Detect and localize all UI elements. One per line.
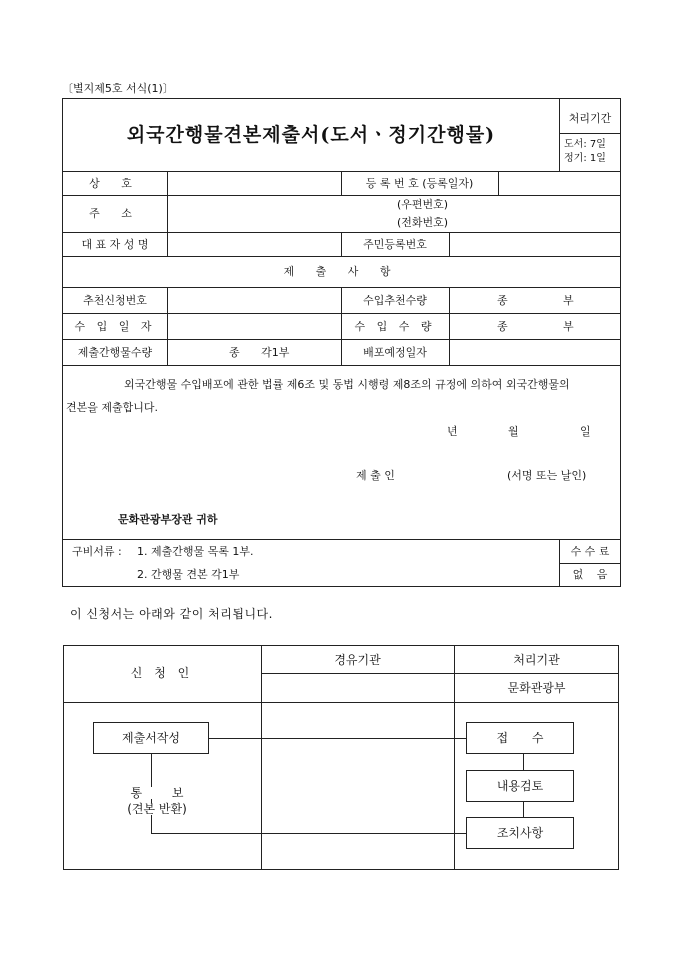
addressee: 문화관광부장관 귀하 — [118, 513, 218, 526]
flow-notify: 통 보 — [112, 787, 202, 799]
flow-applicant-header: 신 청 인 — [130, 666, 194, 680]
flow-step-write: 제출서작성 — [122, 731, 180, 745]
attachment-item-2: 2. 간행물 견본 각1부 — [137, 568, 240, 581]
import-recommended-kind-unit: 종 — [497, 294, 508, 307]
statement-line-1: 외국간행물 수입배포에 관한 법률 제6조 및 동법 시행령 제8조의 규정에 의하여 외국간행물의 — [124, 378, 570, 391]
flow-ministry: 문화관광부 — [507, 681, 566, 695]
import-quantity-label: 수 입 수 량 — [354, 320, 436, 333]
address-label: 주 소 — [89, 207, 141, 220]
process-note: 이 신청서는 아래와 같이 처리됩니다. — [70, 607, 273, 621]
registration-number-field[interactable] — [499, 172, 620, 194]
attachments-label: 구비서류 : — [72, 545, 122, 558]
company-name-label: 상 호 — [89, 177, 141, 190]
submission-quantity-value: 종 각1부 — [229, 346, 290, 359]
flow-step-action: 조치사항 — [496, 826, 544, 840]
form-code: 〔별지제5호 서식(1)〕 — [62, 82, 174, 95]
import-kind-unit: 종 — [497, 320, 508, 333]
distribution-date-field[interactable] — [450, 340, 620, 364]
company-name-field[interactable] — [168, 172, 340, 194]
processing-period-books: 도서: 7일 — [564, 139, 606, 150]
flow-notify-sub: (견본 반환) — [112, 803, 202, 815]
signature-field[interactable] — [410, 462, 502, 486]
recommendation-number-label: 추천신청번호 — [83, 294, 147, 307]
flow-processing-agency-header: 처리기관 — [513, 653, 560, 667]
import-date-label: 수 입 일 자 — [74, 320, 156, 333]
form-title: 외국간행물견본제출서(도서ㆍ정기간행물) — [126, 124, 496, 146]
flow-step-receive: 접 수 — [496, 731, 544, 745]
submission-quantity-label: 제출간행물수량 — [77, 346, 153, 359]
representative-name-label: 대 표 자 성 명 — [81, 238, 149, 251]
processing-period-label: 처리기간 — [568, 112, 612, 125]
recommendation-number-field[interactable] — [168, 288, 340, 312]
flow-connector-write-receive — [209, 738, 466, 739]
flow-connector-receive-review — [523, 754, 524, 770]
resident-number-field[interactable] — [450, 233, 620, 255]
address-field[interactable] — [168, 196, 620, 231]
flow-step-review: 내용검토 — [496, 779, 544, 793]
fee-label: 수 수 료 — [570, 545, 610, 558]
postal-code-label: (우편번호) — [397, 198, 449, 211]
attachment-item-1: 1. 제출간행물 목록 1부. — [137, 545, 254, 558]
date-year-label: 년 — [447, 425, 458, 438]
registration-number-label: 등 록 번 호 (등록일자) — [365, 177, 474, 190]
statement-line-2: 견본을 제출합니다. — [66, 401, 159, 414]
date-month-label: 월 — [508, 425, 519, 438]
distribution-date-label: 배포예정일자 — [363, 346, 427, 359]
submitter-label: 제 출 인 — [356, 469, 395, 482]
import-recommended-quantity-label: 수입추천수량 — [363, 294, 427, 307]
import-copies-unit: 부 — [563, 320, 574, 333]
processing-period-periodicals: 정기: 1일 — [564, 153, 606, 164]
submission-items-header: 제 출 사 항 — [283, 265, 400, 278]
representative-name-field[interactable] — [168, 233, 340, 255]
flow-via-agency-header: 경유기관 — [334, 653, 381, 667]
signature-label: (서명 또는 날인) — [507, 469, 587, 482]
import-recommended-copies-unit: 부 — [563, 294, 574, 307]
import-date-field[interactable] — [168, 314, 340, 338]
resident-number-label: 주민등록번호 — [363, 238, 427, 251]
flow-connector-notify-horizontal — [151, 833, 466, 834]
phone-number-label: (전화번호) — [397, 216, 449, 229]
flow-connector-review-action — [523, 802, 524, 817]
date-day-label: 일 — [580, 425, 591, 438]
fee-value: 없 음 — [572, 568, 608, 581]
